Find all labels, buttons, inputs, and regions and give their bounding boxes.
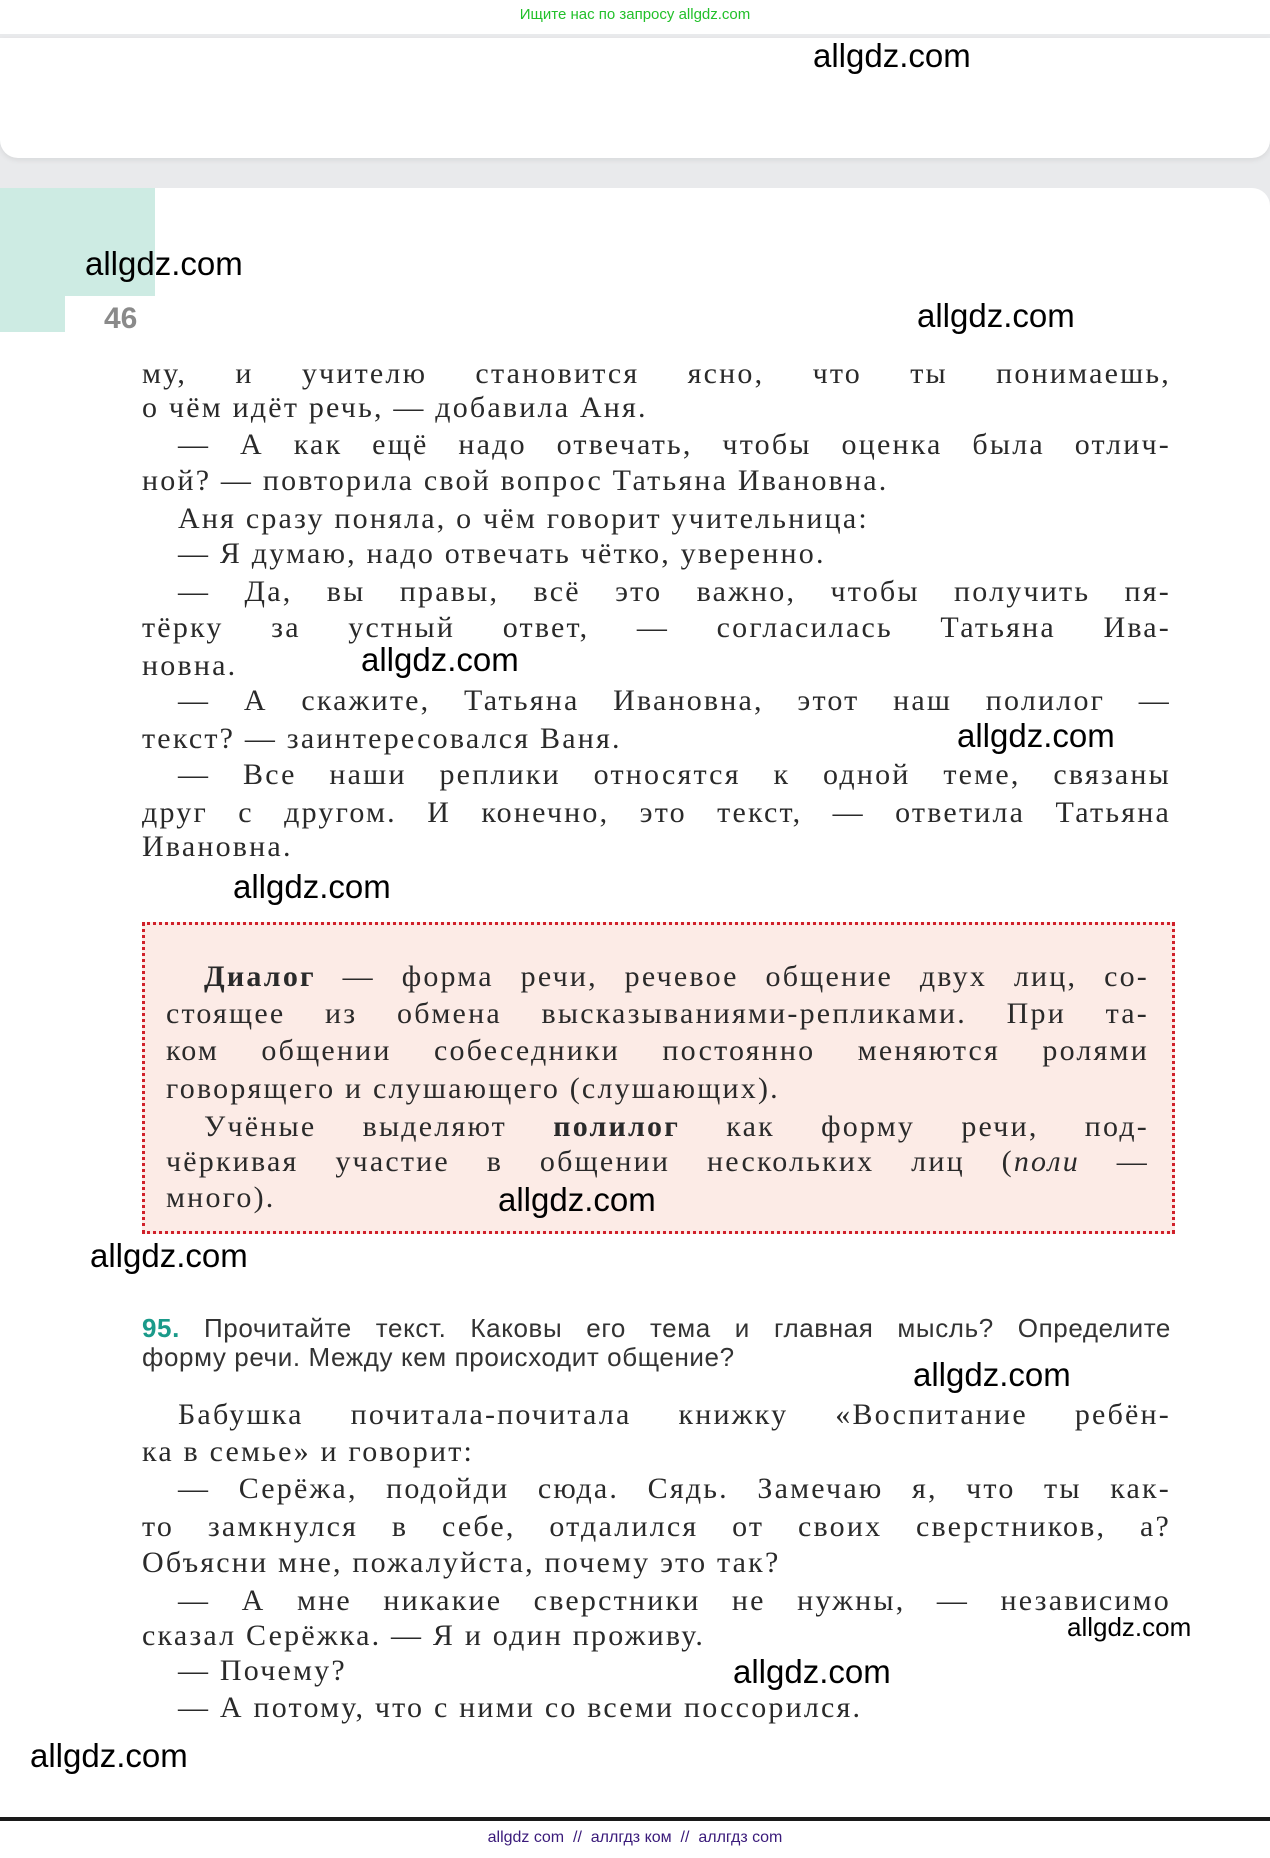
story-line: Объясни мне, пожалуйста, почему это так? (142, 1546, 781, 1579)
rule-text: — (1079, 1145, 1149, 1178)
text-line: — Все наши реплики относятся к одной теме, связаны (178, 758, 1171, 791)
text-line: о чём идёт речь, — добавила Аня. (142, 391, 648, 424)
rule-line: стоящее из обмена высказываниями-репликами. При та- (166, 997, 1149, 1030)
rule-line: много). (166, 1181, 276, 1214)
watermark: allgdz.com (498, 1181, 656, 1218)
term-dialog: Диалог (204, 960, 316, 993)
exercise-task (142, 1313, 1171, 1343)
task-text: Прочитайте текст. Каковы его тема и главная мысль? Определите (179, 1313, 1171, 1343)
text-line: друг с другом. И конечно, это текст, — ответила Татьяна (142, 796, 1171, 829)
watermark: allgdz.com (957, 717, 1115, 754)
exercise-task: форму речи. Между кем происходит общение? (142, 1342, 735, 1372)
rule-line (166, 1144, 1149, 1180)
exercise-number: 95. (142, 1313, 180, 1343)
rule-text: как форму речи, под- (680, 1110, 1150, 1143)
watermark: allgdz.com (361, 641, 519, 678)
story-line: то замкнулся в себе, отдалился от своих сверстников, а? (142, 1510, 1171, 1543)
watermark: allgdz.com (917, 297, 1075, 334)
watermark: allgdz.com (30, 1737, 188, 1774)
story-line: — А потому, что с ними со всеми поссорился. (178, 1691, 863, 1724)
text-line: тёрку за устный ответ, — согласилась Татьяна Ива- (142, 611, 1171, 644)
watermark: allgdz.com (1067, 1612, 1192, 1642)
story-line: Бабушка почитала-почитала книжку «Воспитание ребён- (178, 1398, 1171, 1431)
watermark: allgdz.com (733, 1653, 891, 1690)
watermark: allgdz.com (813, 37, 971, 74)
watermark: allgdz.com (913, 1356, 1071, 1393)
text-line: ной? — повторила свой вопрос Татьяна Ивановна. (142, 464, 889, 497)
text-line: Аня сразу поняла, о чём говорит учительница: (178, 502, 869, 535)
text-line: — А скажите, Татьяна Ивановна, этот наш полилог — (178, 684, 1171, 717)
page-number: 46 (104, 302, 138, 335)
rule-text: чёркивая участие в общении нескольких лиц ( (166, 1145, 1014, 1178)
text-line: новна. (142, 649, 238, 682)
rule-text: — форма речи, речевое общение двух лиц, со- (315, 960, 1149, 993)
rule-line (204, 959, 1149, 995)
ad-card (0, 38, 1270, 158)
footer-links[interactable]: allgdz com // аллгдз ком // аллгдз com (487, 1829, 783, 1846)
story-line: сказал Серёжка. — Я и один проживу. (142, 1619, 706, 1652)
story-line: — Серёжа, подойди сюда. Сядь. Замечаю я, что ты как- (178, 1472, 1171, 1505)
text-line: — Я думаю, надо отвечать чётко, уверенно. (178, 537, 826, 570)
page-corner-decoration (0, 296, 65, 332)
text-line: — Да, вы правы, всё это важно, чтобы получить пя- (178, 575, 1171, 608)
rule-text: Учёные выделяют (204, 1110, 554, 1143)
rule-line: ком общении собеседники постоянно меняются ролями (166, 1034, 1149, 1067)
term-poly: поли (1013, 1145, 1080, 1178)
story-line: — А мне никакие сверстники не нужны, — независимо (178, 1584, 1171, 1617)
term-polylog: полилог (553, 1110, 681, 1143)
watermark: allgdz.com (233, 868, 391, 905)
search-banner: Ищите нас по запросу allgdz.com (519, 6, 751, 23)
rule-line (204, 1109, 1149, 1145)
watermark: allgdz.com (85, 245, 243, 282)
watermark: allgdz.com (90, 1237, 248, 1274)
text-line: му, и учителю становится ясно, что ты понимаешь, (142, 357, 1171, 390)
text-line: текст? — заинтересовался Ваня. (142, 722, 622, 755)
text-line: — А как ещё надо отвечать, чтобы оценка была отлич- (178, 428, 1171, 461)
text-line: Ивановна. (142, 830, 293, 863)
story-line: — Почему? (178, 1654, 347, 1687)
rule-line: говорящего и слушающего (слушающих). (166, 1072, 780, 1105)
story-line: ка в семье» и говорит: (142, 1435, 475, 1468)
